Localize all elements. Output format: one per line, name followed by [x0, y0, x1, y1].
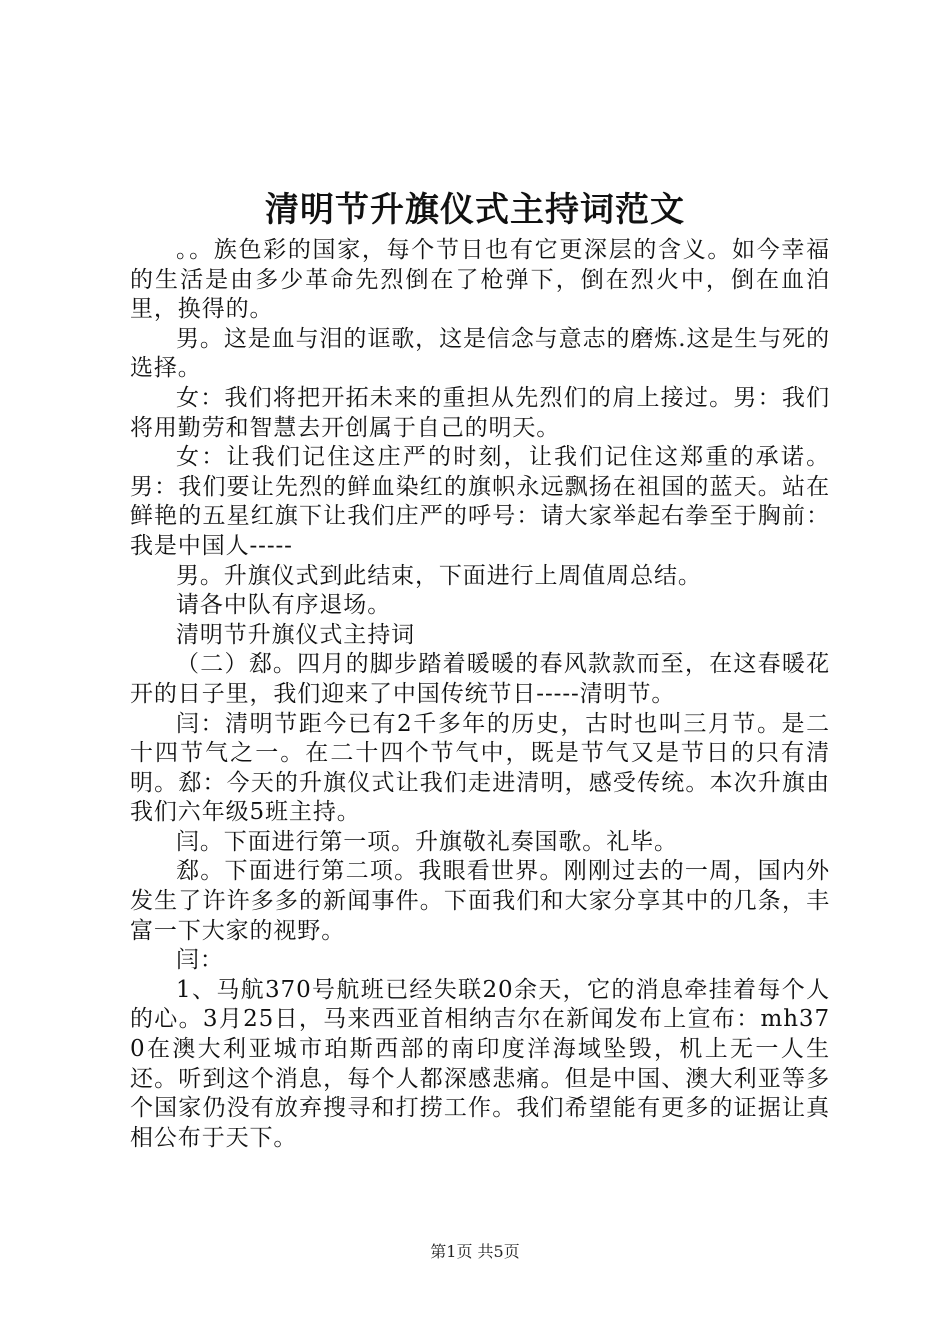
paragraph: 女：我们将把开拓未来的重担从先烈们的肩上接过。男：我们将用勤劳和智慧去开创属于自己的明天。 [130, 384, 830, 441]
paragraph: 请各中队有序退场。 [176, 592, 392, 619]
document-title: 清明节升旗仪式主持词范文 [265, 190, 685, 230]
paragraph: 闫：清明节距今已有2千多年的历史，古时也叫三月节。是二十四节气之一。在二十四个节气中，既是节气又是节日的只有清明。郄：今天的升旗仪式让我们走进清明，感受传统。本次升旗由我们六年级5班主持。 [130, 710, 830, 826]
paragraph: 闫。下面进行第一项。升旗敬礼奏国歌。礼毕。 [176, 828, 678, 855]
paragraph: 。。族色彩的国家，每个节日也有它更深层的含义。如今幸福的生活是由多少革命先烈倒在了枪弹下，倒在烈火中，倒在血泊里，换得的。 [130, 237, 830, 323]
paragraph: 男。升旗仪式到此结束，下面进行上周值周总结。 [176, 562, 702, 589]
paragraph: （二）郄。四月的脚步踏着暖暖的春风款款而至，在这春暖花开的日子里，我们迎来了中国传统节日-----清明节。 [130, 651, 830, 707]
document-body [130, 236, 830, 1153]
page-number-footer: 第1页 共5页 [430, 1242, 520, 1261]
paragraph: 闫： [176, 947, 224, 974]
paragraph: 郄。下面进行第二项。我眼看世界。刚刚过去的一周，国内外发生了许许多多的新闻事件。下面我们和大家分享其中的几条，丰富一下大家的视野。 [130, 858, 830, 944]
paragraph: 男。这是血与泪的诓歌，这是信念与意志的磨炼.这是生与死的选择。 [130, 325, 830, 382]
section-heading: 清明节升旗仪式主持词 [176, 621, 415, 648]
paragraph: 女：让我们记住这庄严的时刻，让我们记住这郑重的承诺。男：我们要让先烈的鲜血染红的旗帜永远飘扬在祖国的蓝天。站在鲜艳的五星红旗下让我们庄严的呼号：请大家举起右拳至于胸前：我是中国人----- [130, 444, 830, 559]
paragraph: 1、马航370号航班已经失联20余天，它的消息牵挂着每个人的心。3月25日，马来西亚首相纳吉尔在新闻发布上宣布：mh370在澳大利亚城市珀斯西部的南印度洋海域坠毁，机上无一人生还。听到这个消息，每个人都深感悲痛。但是中国、澳大利亚等多个国家仍没有放弃搜寻和打捞工作。我们希望能有更多的证据让真相公布于天下。 [130, 976, 830, 1151]
